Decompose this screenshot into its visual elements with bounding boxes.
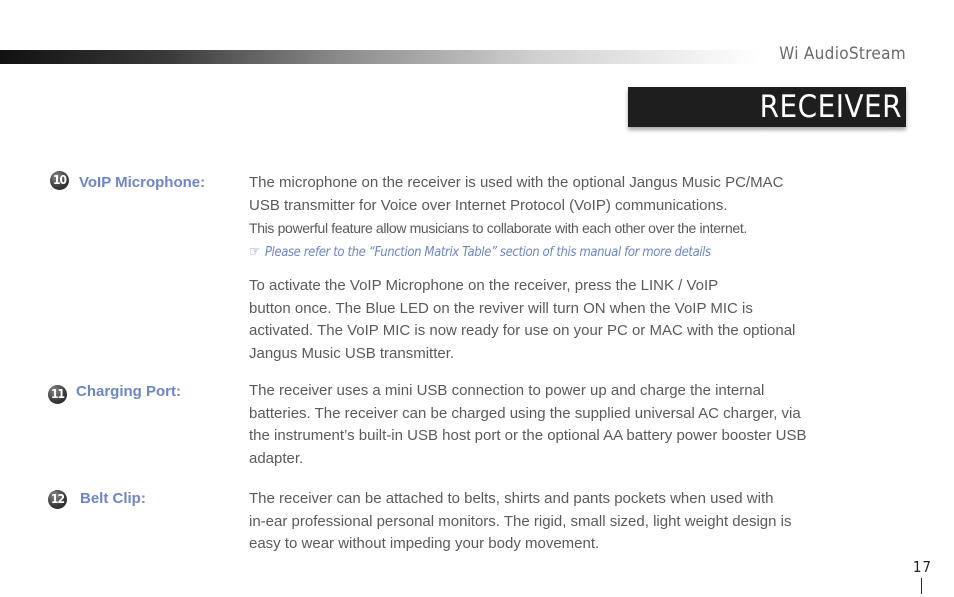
description-line: Jangus Music USB transmitter. xyxy=(249,344,455,362)
feature-label-belt-clip: Belt Clip: xyxy=(80,490,146,507)
description-line: To activate the VoIP Microphone on the receiver, press the LINK / VoIP xyxy=(249,277,719,294)
description-line: This powerful feature allow musicians to collaborate with each other over the internet. xyxy=(249,220,747,236)
feature-label-charging-port: Charging Port: xyxy=(76,383,181,400)
feature-description-charging-port xyxy=(249,380,807,470)
feature-description-belt-clip xyxy=(249,488,791,556)
brand-name: Wi AudioStream xyxy=(779,44,906,64)
feature-number-badge: 11 xyxy=(48,385,67,404)
feature-description-voip-microphone xyxy=(249,172,783,240)
description-line: in-ear professional personal monitors. The rigid, small sized, light weight design is xyxy=(249,512,792,530)
note-text: Please refer to the “Function Matrix Table” section of this manual for more details xyxy=(264,245,711,260)
header-gradient-bar xyxy=(0,50,760,64)
description-line: easy to wear without impeding your body movement. xyxy=(249,535,600,552)
feature-label-voip-microphone: VoIP Microphone: xyxy=(79,174,206,191)
pointing-hand-icon: ☞ xyxy=(249,244,260,260)
description-line: The receiver can be attached to belts, shirts and pants pockets when used with xyxy=(249,490,774,507)
page-number-rule xyxy=(921,578,922,594)
description-line: USB transmitter for Voice over Internet Protocol (VoIP) communications. xyxy=(249,196,728,214)
feature-instructions-voip-microphone xyxy=(249,275,795,365)
description-line: adapter. xyxy=(249,449,304,467)
description-line: the instrument’s built-in USB host port or the optional AA battery power booster USB xyxy=(249,427,807,444)
description-line: The microphone on the receiver is used with the optional Jangus Music PC/MAC xyxy=(249,174,784,191)
description-line: batteries. The receiver can be charged using the supplied universal AC charger, via xyxy=(249,404,801,422)
description-line: activated. The VoIP MIC is now ready for use on your PC or MAC with the optional xyxy=(249,322,796,339)
description-line: The receiver uses a mini USB connection to power up and charge the internal xyxy=(249,382,765,399)
description-line: button once. The Blue LED on the reviver will turn ON when the VoIP MIC is xyxy=(249,299,753,317)
page-number: 17 xyxy=(912,558,932,576)
manual-reference-note xyxy=(249,244,711,260)
feature-number-badge: 12 xyxy=(48,490,67,509)
section-title: RECEIVER FEATURES xyxy=(628,87,906,127)
feature-number-badge: 10 xyxy=(50,171,69,190)
